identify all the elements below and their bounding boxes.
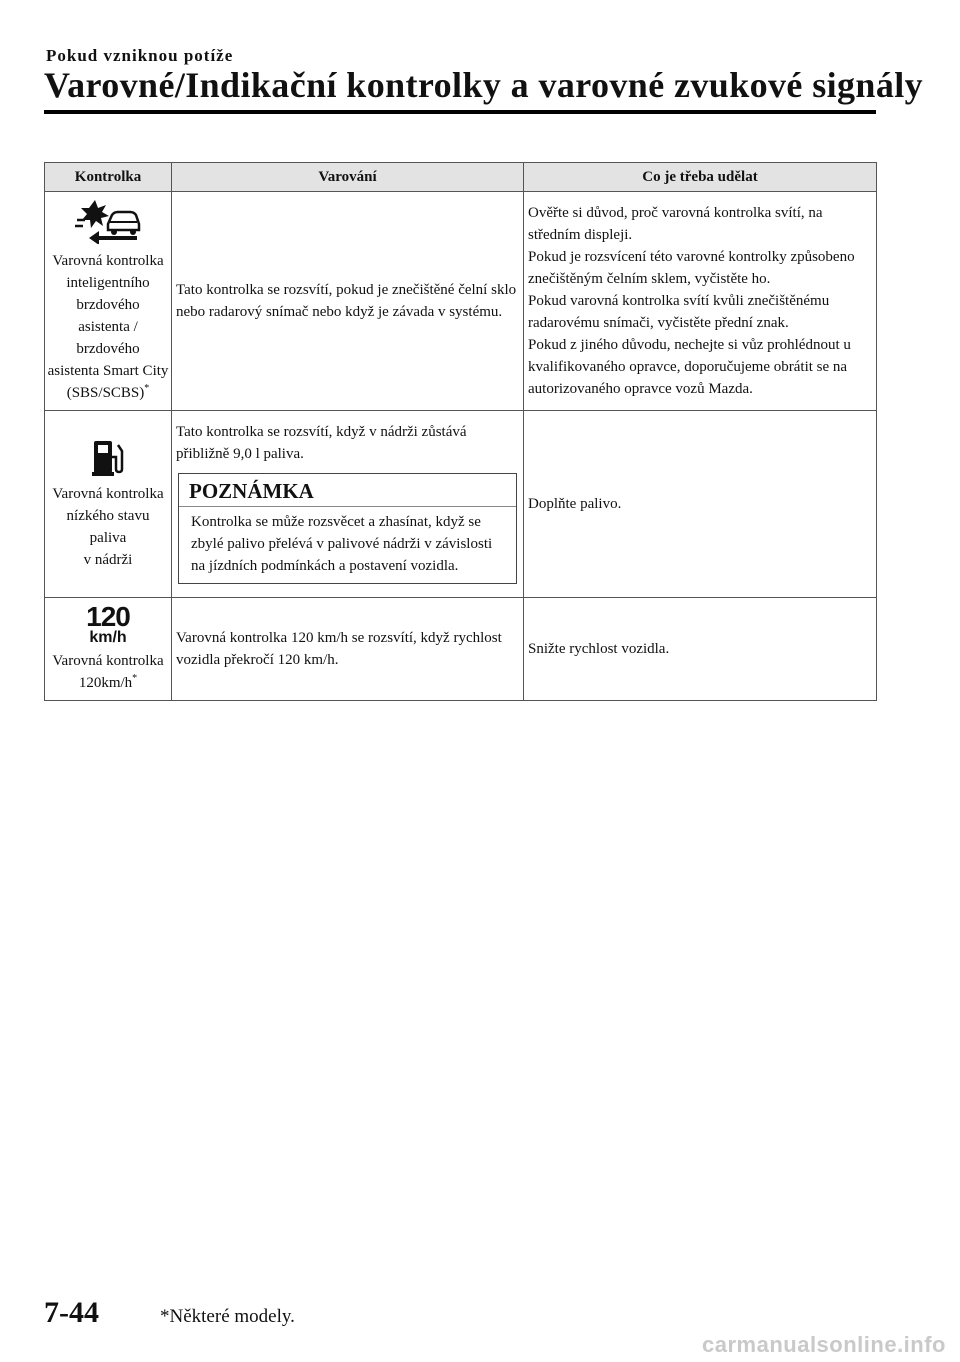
- table-row: [45, 411, 877, 598]
- light-cell: [45, 598, 172, 701]
- note-text: Kontrolka se může rozsvěcet a zhasínat, když se zbylé palivo přelévá v palivové nádrži v závislosti na jízdních podmínkách a postavení vozidla.: [191, 513, 493, 574]
- warning-text: Varovná kontrolka 120 km/h se rozsvítí, když rychlost vozidla překročí 120 km/h.: [172, 598, 524, 701]
- table-header-row: [45, 163, 877, 192]
- light-label-line: [47, 382, 169, 404]
- action-text: Snižte rychlost vozidla.: [524, 598, 877, 701]
- light-label-line: Varovná kontrolka: [52, 653, 164, 669]
- light-label-text: 120km/h: [78, 675, 133, 691]
- title-rule: [44, 110, 876, 114]
- warning-text: Tato kontrolka se rozsvítí, když v nádrži zůstává přibližně 9,0 l paliva.: [176, 423, 467, 462]
- table-row: [45, 598, 877, 701]
- speed-120-icon: [83, 601, 133, 646]
- sbs-scbs-warning-icon: [75, 198, 141, 244]
- section-header: Pokud vzniknou potíže: [46, 46, 234, 65]
- note-box: [178, 473, 517, 584]
- page-title: Varovné/Indikační kontrolky a varovné zvukové signály: [44, 65, 924, 105]
- light-label-line: Varovná kontrolka: [52, 486, 164, 502]
- page-number: 7-44: [44, 1296, 99, 1329]
- watermark: carmanualsonline.info: [702, 1332, 946, 1357]
- speed-icon-number: 120: [86, 601, 130, 632]
- footnote-marker: *: [144, 383, 150, 394]
- action-text: Ověřte si důvod, proč varovná kontrolka svítí, na středním displeji. Pokud je rozsvícení této varovné kontrolky způsobeno znečištěným čelním sklem, vyčistěte ho. Pokud varovná kontrolka svítí kvůli znečištěnému radarovému snímači, vyčistěte přední znak. Pokud z jiného důvodu, nechejte si vůz prohlédnout u kvalifikovaného opravce, doporučujeme obrátit se na autorizovaného opravce vozů Mazda.: [524, 192, 877, 411]
- light-label-line: inteligentního: [66, 275, 150, 291]
- light-label-line: asistenta Smart City: [47, 363, 169, 379]
- table-row: [45, 192, 877, 411]
- column-header-varovani: Varování: [172, 163, 524, 192]
- footnote-marker: *: [132, 673, 138, 684]
- light-label-line: brzdového: [76, 341, 140, 357]
- light-label-line: asistenta /: [78, 319, 138, 335]
- warning-text: Tato kontrolka se rozsvítí, pokud je znečištěné čelní sklo nebo radarový snímač nebo když je závada v systému.: [172, 192, 524, 411]
- fuel-pump-icon: [90, 437, 126, 477]
- note-title: POZNÁMKA: [179, 474, 516, 507]
- light-label-line: [47, 672, 169, 694]
- light-cell: [45, 192, 172, 411]
- light-label-line: nízkého stavu paliva: [66, 508, 150, 546]
- light-label-text: (SBS/SCBS): [66, 385, 145, 401]
- speed-icon-unit: km/h: [89, 629, 127, 646]
- warning-cell: [172, 411, 524, 598]
- action-text: Doplňte palivo.: [524, 411, 877, 598]
- light-label-line: Varovná kontrolka: [52, 253, 164, 269]
- light-label-line: brzdového: [76, 297, 140, 313]
- column-header-kontrolka: Kontrolka: [45, 163, 172, 192]
- warning-lights-table: [44, 162, 877, 701]
- light-label-line: v nádrži: [83, 552, 133, 568]
- footnote: *Některé modely.: [160, 1306, 295, 1327]
- light-cell: [45, 411, 172, 598]
- column-header-co-udelat: Co je třeba udělat: [524, 163, 877, 192]
